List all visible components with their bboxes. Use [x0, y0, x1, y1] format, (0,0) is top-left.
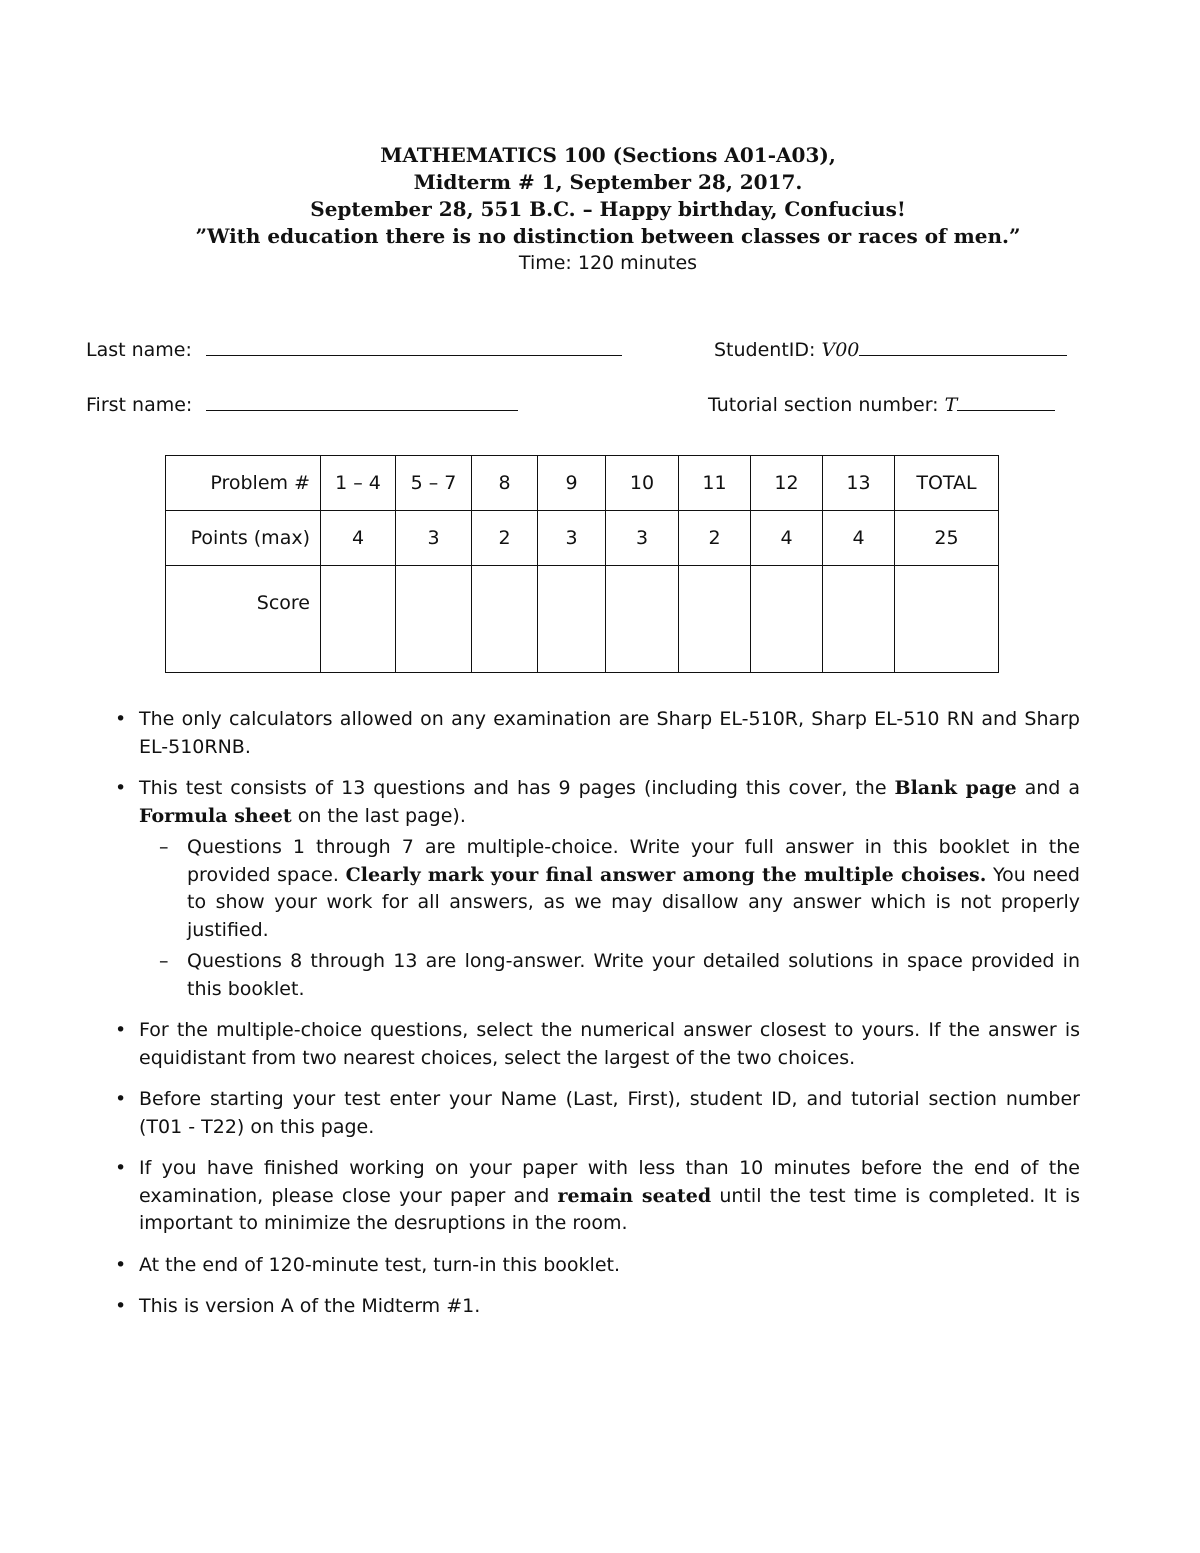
instruction-text: Questions 8 through 13 are long-answer. Write your detailed solutions in space provided in this booklet.	[187, 950, 1080, 1000]
problem-cell: 9	[538, 456, 606, 511]
instruction-text: until the test time is completed. It is important to minimize the desruptions in the room.	[139, 1184, 1080, 1234]
problem-cell: 12	[751, 456, 823, 511]
confucius-quote: ”With education there is no distinction between classes or races of men.”	[195, 224, 1021, 248]
points-cell: 4	[321, 511, 396, 566]
problem-cell-total: TOTAL	[895, 456, 999, 511]
table-row	[166, 566, 999, 673]
student-id-label: StudentID:	[714, 339, 816, 361]
problem-cell: 1 – 4	[321, 456, 396, 511]
points-cell: 2	[472, 511, 538, 566]
time-limit: Time: 120 minutes	[518, 252, 698, 274]
row-label-problem: Problem #	[166, 456, 321, 511]
instruction-calculators	[115, 706, 1080, 761]
instruction-text: Questions 1 through 7 are multiple-choice. Write your full answer in this booklet in the provided space.	[187, 836, 1080, 886]
midterm-date: Midterm # 1, September 28, 2017.	[413, 170, 803, 194]
tutorial-section-field	[708, 392, 1055, 417]
score-cell[interactable]	[823, 566, 895, 673]
instruction-test-structure	[115, 775, 1080, 1003]
instruction-text: on the last page).	[291, 804, 466, 827]
score-cell[interactable]	[538, 566, 606, 673]
instructions-list	[115, 706, 1080, 1335]
instruction-text: and a	[1016, 777, 1080, 799]
row-label-score: Score	[166, 566, 321, 673]
instruction-text: If you have finished working on your paper with less than 10 minutes before the end of the examination, please close your paper and	[139, 1157, 1080, 1207]
last-name-field	[86, 337, 622, 362]
instruction-text: You need to show your work for all answers, as we may disallow any answer which is not properly justified.	[187, 863, 1080, 941]
score-cell[interactable]	[751, 566, 823, 673]
instruction-bold: Formula sheet	[139, 804, 292, 827]
first-name-label: First name:	[86, 394, 193, 416]
points-cell: 3	[396, 511, 472, 566]
instruction-enter-name	[115, 1086, 1080, 1141]
score-cell-total[interactable]	[895, 566, 999, 673]
instruction-text: For the multiple-choice questions, select the numerical answer closest to yours. If the answer is equidistant from two nearest choices, select the largest of the two choices.	[139, 1019, 1080, 1069]
instruction-text: Before starting your test enter your Name (Last, First), student ID, and tutorial section number (T01 - T22) on this page.	[139, 1088, 1080, 1138]
score-cell[interactable]	[396, 566, 472, 673]
last-name-blank[interactable]	[206, 337, 622, 356]
instruction-bold: Clearly mark your final answer among the multiple choises.	[345, 863, 987, 886]
sub-instruction-long-answer	[115, 948, 1080, 1003]
problem-cell: 5 – 7	[396, 456, 472, 511]
instruction-text: At the end of 120-minute test, turn-in this booklet.	[139, 1253, 621, 1276]
instruction-bold: Blank page	[894, 777, 1017, 799]
instruction-text: The only calculators allowed on any examination are Sharp EL-510R, Sharp EL-510 RN and Sharp EL-510RNB.	[139, 708, 1080, 758]
score-cell[interactable]	[321, 566, 396, 673]
row-label-points: Points (max)	[166, 511, 321, 566]
student-id-field	[714, 337, 1067, 362]
tutorial-prefix: T	[944, 394, 958, 416]
instruction-text: This test consists of 13 questions and has 9 pages (including this cover, the	[139, 777, 895, 799]
points-cell: 4	[823, 511, 895, 566]
points-cell-total: 25	[895, 511, 999, 566]
tutorial-section-label: Tutorial section number:	[708, 394, 939, 416]
problem-cell: 8	[472, 456, 538, 511]
points-cell: 2	[679, 511, 751, 566]
problem-cell: 10	[606, 456, 679, 511]
score-cell[interactable]	[472, 566, 538, 673]
problem-cell: 11	[679, 456, 751, 511]
points-cell: 4	[751, 511, 823, 566]
tutorial-section-blank[interactable]	[957, 392, 1055, 411]
last-name-label: Last name:	[86, 339, 192, 361]
points-cell: 3	[538, 511, 606, 566]
score-cell[interactable]	[679, 566, 751, 673]
course-title: MATHEMATICS 100 (Sections A01-A03),	[380, 143, 836, 167]
instruction-text: This is version A of the Midterm #1.	[139, 1295, 481, 1317]
table-row	[166, 511, 999, 566]
student-id-blank[interactable]	[859, 337, 1067, 356]
table-row	[166, 456, 999, 511]
instruction-remain-seated	[115, 1155, 1080, 1238]
instruction-turn-in	[115, 1252, 1080, 1280]
exam-header	[0, 142, 1200, 277]
problem-cell: 13	[823, 456, 895, 511]
first-name-blank[interactable]	[206, 392, 518, 411]
first-name-field	[86, 392, 518, 417]
score-cell[interactable]	[606, 566, 679, 673]
score-table	[165, 455, 999, 673]
instruction-bold: remain seated	[557, 1184, 712, 1207]
student-id-prefix-v: V00	[821, 339, 860, 361]
sub-instruction-multiple-choice	[115, 834, 1080, 944]
points-cell: 3	[606, 511, 679, 566]
instruction-version	[115, 1293, 1080, 1321]
confucius-birthday: September 28, 551 B.C. – Happy birthday, Confucius!	[310, 197, 906, 221]
dash-marker: –	[159, 836, 169, 858]
instruction-closest-answer	[115, 1017, 1080, 1072]
dash-marker: –	[159, 950, 169, 972]
